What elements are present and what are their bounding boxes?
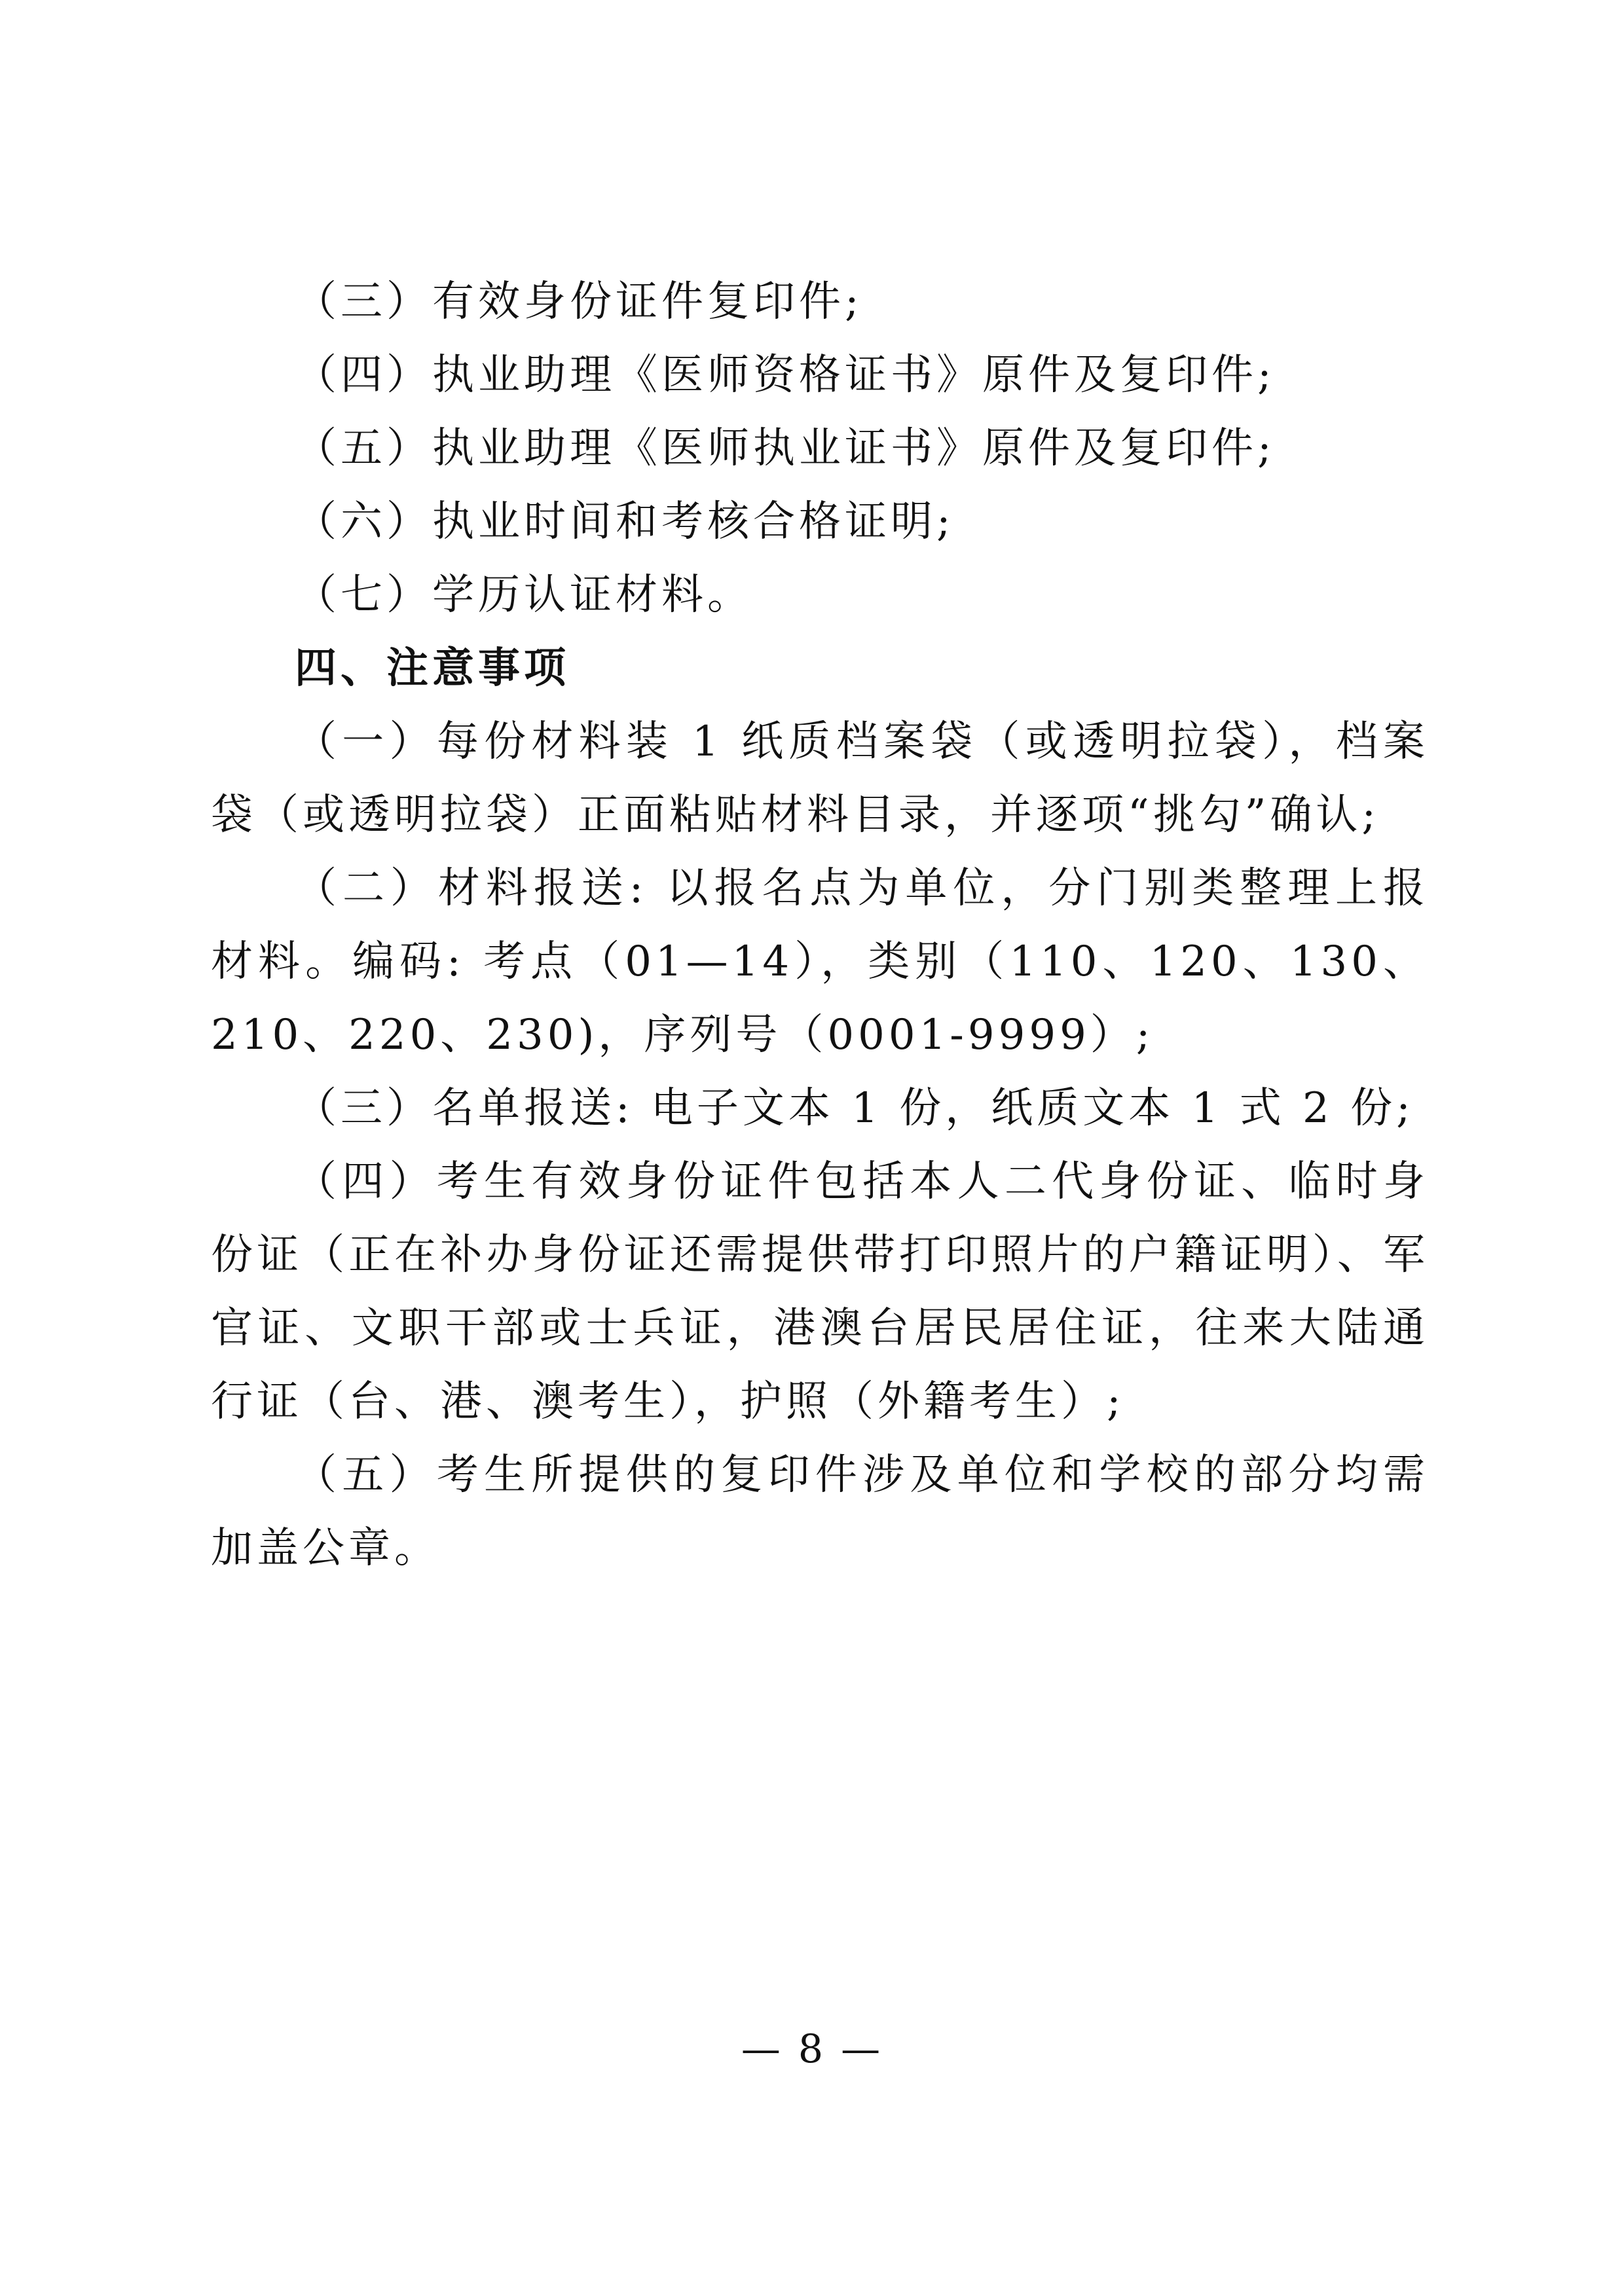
note-item: （一）每份材料装 1 纸质档案袋（或透明拉袋），档案袋（或透明拉袋）正面粘贴材料目录，并逐项“挑勾”确认; (211, 718, 1429, 839)
list-item: （四）执业助理《医师资格证书》原件及复印件; (295, 351, 1276, 399)
list-item: （六）执业时间和考核合格证明; (295, 498, 955, 546)
page-number: — 8 — (741, 2026, 883, 2072)
document-body (211, 265, 1429, 1585)
note-item: （三）名单报送: 电子文本 1 份，纸质文本 1 式 2 份; (295, 1084, 1414, 1133)
note-item: （四）考生有效身份证件包括本人二代身份证、临时身份证（正在补办身份证还需提供带打印照片的户籍证明）、军官证、文职干部或士兵证，港澳台居民居住证，往来大陆通行证（台、港、澳考生），护照（外籍考生）; (211, 1157, 1429, 1426)
list-item: （七）学历认证材料。 (295, 571, 753, 619)
note-item: （二）材料报送: 以报名点为单位，分门别类整理上报材料。编码: 考点（01—14），类别（110、120、130、210、220、230)，序列号（0001-9999）; (211, 864, 1429, 1059)
list-item: （三）有效身份证件复印件; (295, 278, 863, 326)
list-item: （五）执业助理《医师执业证书》原件及复印件; (295, 424, 1276, 473)
note-item: （五）考生所提供的复印件涉及单位和学校的部分均需加盖公章。 (211, 1451, 1429, 1573)
section-heading: 四、注意事项 (295, 644, 570, 693)
